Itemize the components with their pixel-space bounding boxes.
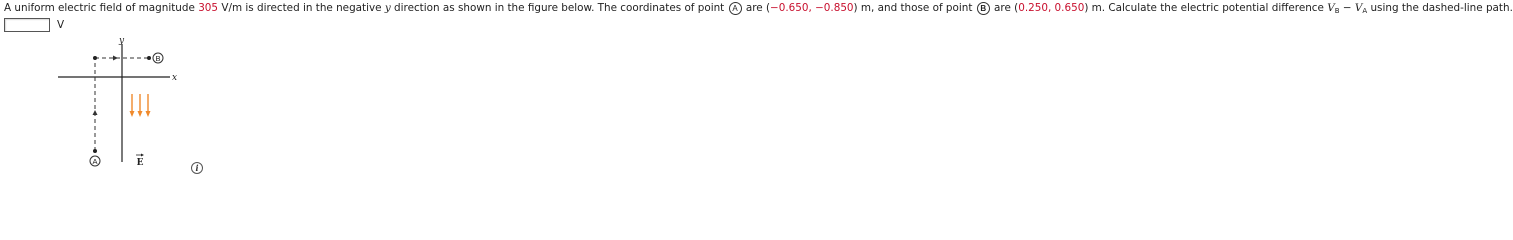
- question-text-part: using the dashed-line path.: [1367, 2, 1513, 14]
- field-label: E: [136, 158, 144, 168]
- question-text-part: are (: [990, 2, 1019, 14]
- question-text-part: ) m, and those of point: [853, 2, 976, 14]
- path-arrow-right-icon: [113, 56, 118, 61]
- question-text-part: V/m is directed in the negative: [218, 2, 385, 14]
- field-arrow-head-icon: [146, 111, 151, 117]
- v-symbol: V: [1327, 2, 1335, 14]
- answer-input[interactable]: [4, 18, 50, 32]
- point-b-coordinates: 0.250, 0.650: [1018, 2, 1085, 14]
- point-a-coordinates: −0.650, −0.850: [770, 2, 854, 14]
- point-a-symbol: A: [729, 2, 742, 15]
- question-text: [4, 1, 1513, 18]
- info-icon[interactable]: i: [191, 162, 203, 174]
- v-subscript-a: A: [1362, 7, 1368, 15]
- field-arrows: [130, 94, 151, 117]
- answer-row: [4, 18, 64, 32]
- y-variable: y: [384, 2, 391, 14]
- x-axis-label: x: [172, 73, 178, 83]
- y-axis-label: y: [119, 36, 125, 46]
- minus-sign: −: [1339, 2, 1355, 14]
- e-vector-arrow-icon: [141, 154, 144, 157]
- field-arrow-head-icon: [138, 111, 143, 117]
- point-a-label: A: [92, 157, 98, 166]
- answer-unit: V: [57, 19, 65, 31]
- question-text-part: direction as shown in the figure below. The coordinates of point: [390, 2, 728, 14]
- v-subscript-b: B: [1334, 7, 1340, 15]
- v-symbol: V: [1354, 2, 1363, 14]
- point-b-label: B: [155, 54, 161, 63]
- field-arrow-head-icon: [130, 111, 135, 117]
- path-corner-dot: [93, 56, 97, 60]
- question-text-part: are (: [742, 2, 771, 14]
- field-diagram: [50, 36, 190, 166]
- point-b-symbol: B: [977, 2, 990, 15]
- question-text-part: ) m. Calculate the electric potential difference: [1084, 2, 1328, 14]
- path-arrow-up-icon: [93, 110, 98, 115]
- question-text-part: A uniform electric field of magnitude: [4, 2, 199, 14]
- point-b-dot: [147, 56, 151, 60]
- field-magnitude-value: 305: [198, 2, 219, 14]
- point-a-dot: [93, 149, 97, 153]
